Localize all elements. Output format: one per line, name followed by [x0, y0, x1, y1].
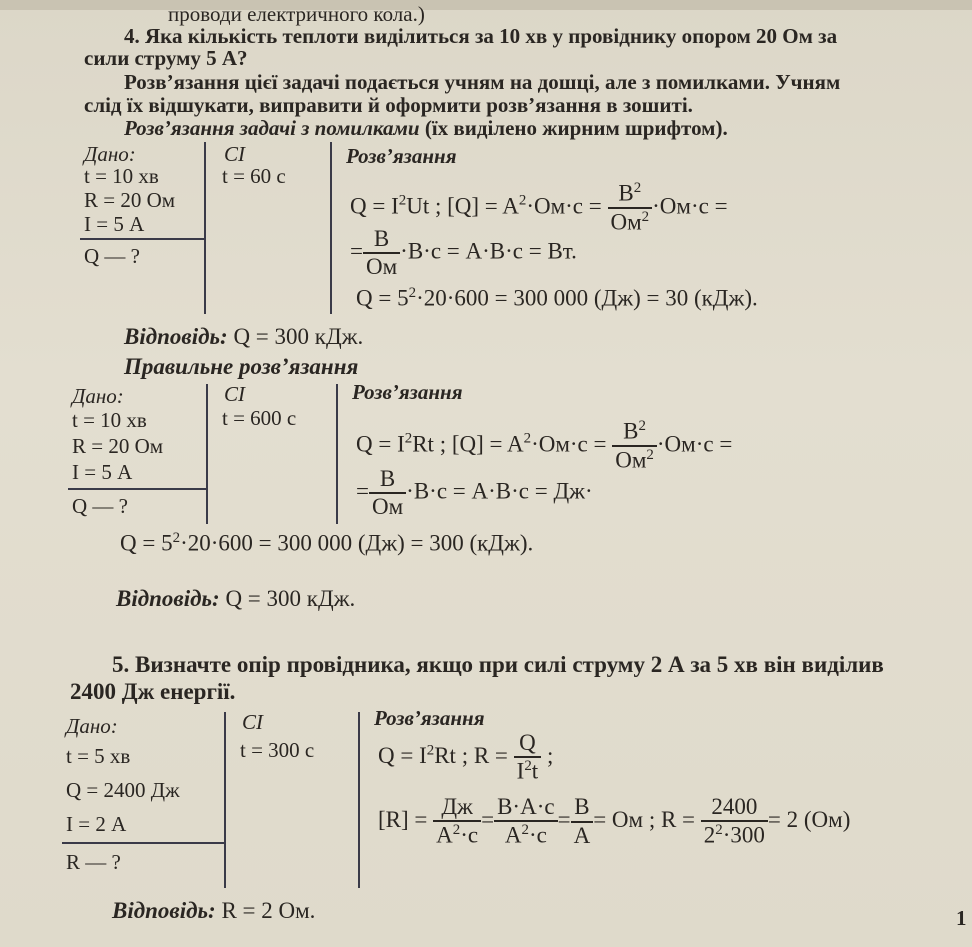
p5-f1num: Q	[514, 730, 542, 758]
p5-f2-fraction-4: $\frac{2400}{2^2\cdot 300}$	[701, 794, 768, 850]
wrong-f3: Q = 5	[356, 285, 409, 311]
right-f1num: В	[623, 418, 639, 444]
p5-divider-1	[224, 712, 226, 888]
right-formula-2: = $\frac{В}{Ом}$ ·В·с = А·В·с = Дж·	[356, 466, 593, 520]
p5-f2d2: А	[504, 823, 522, 849]
wrong-si-value: t = 60 с	[222, 164, 286, 188]
wrong-f1den: Ом	[610, 209, 642, 235]
p5-f1-fraction: $\frac{Q}{I^2t}$	[514, 730, 542, 786]
p5-si-label: СІ	[242, 710, 263, 734]
p5-f2d2b: ·с	[528, 823, 547, 849]
problem-4-intro2: слід їх відшукати, виправити й оформити розв’язання в зошиті.	[84, 93, 693, 117]
right-f1b: Rt ; [Q] = A	[412, 431, 524, 457]
p5-given-2: I = 2 А	[66, 812, 127, 836]
p5-f2d3: А	[573, 822, 591, 848]
wrong-formula-3: $Q = 5^2\cdot 20\cdot 600 = 300$ 000 (Дж) = 30 (кДж).	[356, 285, 758, 311]
p5-f2n3: В	[571, 794, 594, 822]
right-given-divider	[68, 488, 206, 490]
right-si-value: t = 600 с	[222, 406, 297, 430]
wrong-find: Q — ?	[84, 244, 140, 268]
p5-f2-fraction-3	[571, 794, 594, 849]
p5-f1b: Rt ; R =	[434, 743, 508, 769]
page-number: 1	[956, 906, 967, 930]
p5-f2-fraction-2: $\frac{В\cdot А\cdot с}{А^2\cdot с}$	[494, 794, 557, 850]
p5-given-0: t = 5 хв	[66, 744, 131, 768]
wrong-given-0: t = 10 хв	[84, 164, 159, 188]
right-divider-1	[206, 384, 208, 524]
wrong-f1b: Ut ; [Q] = A	[406, 193, 519, 219]
wrong-answer-label: Відповідь:	[124, 324, 228, 349]
p5-find: R — ?	[66, 850, 121, 874]
p5-f2n1: Дж	[433, 794, 481, 822]
right-given-0: t = 10 хв	[72, 408, 147, 432]
wrong-given-1: R = 20 Ом	[84, 188, 176, 212]
right-find: Q — ?	[72, 494, 128, 518]
top-edge	[0, 0, 972, 10]
p5-answer-label: Відповідь:	[112, 898, 216, 923]
right-given-2: I = 5 А	[72, 460, 133, 484]
p5-answer-line	[112, 898, 315, 924]
right-f1den: Ом	[615, 447, 647, 473]
right-answer-line	[116, 586, 355, 612]
wrong-si-label: СІ	[224, 142, 245, 166]
p5-dano-label: Дано:	[66, 714, 118, 738]
p5-f2c: = 2 (Ом)	[767, 807, 851, 833]
wrong-f2tail: ·В·с = А·В·с = Вт.	[400, 238, 577, 264]
problem-4-line1: 4. Яка кількість теплоти виділиться за 10 хв у провіднику опором 20 Ом за	[124, 24, 838, 48]
wrong-dano-label: Дано:	[84, 142, 136, 166]
p5-given-divider	[62, 842, 224, 844]
right-f2tail: ·В·с = А·В·с = Дж·	[406, 478, 593, 504]
wrong-f2num: В	[363, 226, 400, 254]
problem-4-intro1: Розв’язання цієї задачі подається учням на дошці, але з помилками. Учням	[124, 70, 841, 94]
p5-f2b: = Ом ; R =	[593, 807, 696, 833]
right-f1a: Q = I	[356, 431, 405, 457]
right-si-label: СІ	[224, 382, 245, 406]
right-formula-3: $Q = 5^2\cdot 20\cdot 600 = 300$ 000 (Дж) = 300 (кДж).	[120, 530, 534, 556]
right-answer-label: Відповідь:	[116, 586, 220, 611]
errors-note: (їх виділено жирним шрифтом).	[424, 116, 728, 140]
right-rozv-label: Розв’язання	[352, 380, 463, 404]
errors-title: Розв’язання задачі з помилками	[124, 116, 420, 140]
p5-f2a: [R] =	[378, 807, 428, 833]
right-f2den: Ом	[371, 494, 404, 520]
correct-heading: Правильне розв’язання	[124, 354, 359, 379]
right-f3: Q = 5	[120, 530, 173, 556]
wrong-f1-fraction: $\frac{В^2}{Ом^2}$	[608, 180, 653, 236]
right-dano-label: Дано:	[72, 384, 124, 408]
right-f1c: ·Ом·с =	[531, 431, 607, 457]
p5-f1a: Q = I	[378, 743, 427, 769]
wrong-divider-2	[330, 142, 332, 314]
wrong-given-divider	[80, 238, 204, 240]
wrong-f2den: Ом	[365, 254, 398, 280]
wrong-f1num: В	[618, 180, 634, 206]
p5-f2n4: 2400	[701, 794, 768, 822]
right-answer: Q = 300 кДж.	[225, 586, 356, 611]
right-f1tail: ·Ом·с =	[656, 431, 733, 457]
p5-f2n2: В·А·с	[494, 794, 557, 822]
p5-formula-2: [R] = $\frac{Дж}{А^2\cdot с}$ = $\frac{В\cdot А\cdot с}{А^2\cdot с}$ = $\frac{В}{А}$ = Ом ; R = $\frac{2400}{2^2\cdot 300}$ = 2 (Ом)	[378, 794, 851, 849]
wrong-formula-1: $Q = I^2Ut$ ; $[Q] = A^2\cdot Ом\cdot с$ = $\frac{В^2}{Ом^2}$ ·Ом·с =	[350, 180, 728, 235]
p5-si-value: t = 300 с	[240, 738, 315, 762]
p5-answer: R = 2 Ом.	[221, 898, 316, 923]
wrong-formula-2: = $\frac{В}{Ом}$ ·В·с = А·В·с = Вт.	[350, 226, 577, 280]
errors-heading	[124, 116, 728, 141]
p5-f2d4: 2	[703, 823, 716, 849]
p5-given-1: Q = 2400 Дж	[66, 778, 180, 802]
right-formula-1: $Q = I^2Rt$ ; $[Q] = A^2\cdot Ом\cdot с$ = $\frac{В^2}{Ом^2}$ ·Ом·с =	[356, 418, 733, 473]
wrong-divider-1	[204, 142, 206, 314]
p5-f1den: I	[516, 759, 525, 785]
wrong-f1a: Q = I	[350, 193, 399, 219]
p5-divider-2	[358, 712, 360, 888]
problem-5-line1: 5. Визначте опір провідника, якщо при силі струму 2 А за 5 хв він виділив	[112, 652, 884, 677]
problem-4-line2: сили струму 5 А?	[84, 46, 248, 70]
right-f2-fraction	[369, 466, 406, 521]
p5-f2d1b: ·с	[460, 823, 479, 849]
top-line: проводи електричного кола.)	[168, 2, 425, 26]
wrong-answer-line	[124, 324, 363, 350]
wrong-rozv-label: Розв’язання	[346, 144, 457, 168]
wrong-f1c: ·Ом·с =	[526, 193, 602, 219]
p5-rozv-label: Розв’язання	[374, 706, 485, 730]
p5-f2-fraction-1: $\frac{Дж}{А^2\cdot с}$	[433, 794, 481, 850]
right-f1-fraction: $\frac{В^2}{Ом^2}$	[612, 418, 657, 474]
wrong-f1tail: ·Ом·с =	[652, 193, 728, 219]
p5-formula-1: $Q = I^2Rt$ ; R = $\frac{Q}{I^2t}$ ;	[378, 730, 554, 785]
wrong-answer: Q = 300 кДж.	[233, 324, 364, 349]
wrong-f2-fraction	[363, 226, 400, 281]
right-f2num: В	[369, 466, 406, 494]
p5-f2d4b: ·300	[722, 823, 765, 849]
p5-f1den2: t	[531, 759, 539, 785]
wrong-f3b: ·20·600 = 300 000 (Дж) = 30 (кДж).	[416, 285, 758, 311]
right-f3b: ·20·600 = 300 000 (Дж) = 300 (кДж).	[180, 530, 534, 556]
problem-5-line2: 2400 Дж енергії.	[70, 679, 236, 704]
wrong-given-2: I = 5 А	[84, 212, 145, 236]
right-divider-2	[336, 384, 338, 524]
right-given-1: R = 20 Ом	[72, 434, 164, 458]
p5-f2d1: А	[436, 823, 453, 849]
